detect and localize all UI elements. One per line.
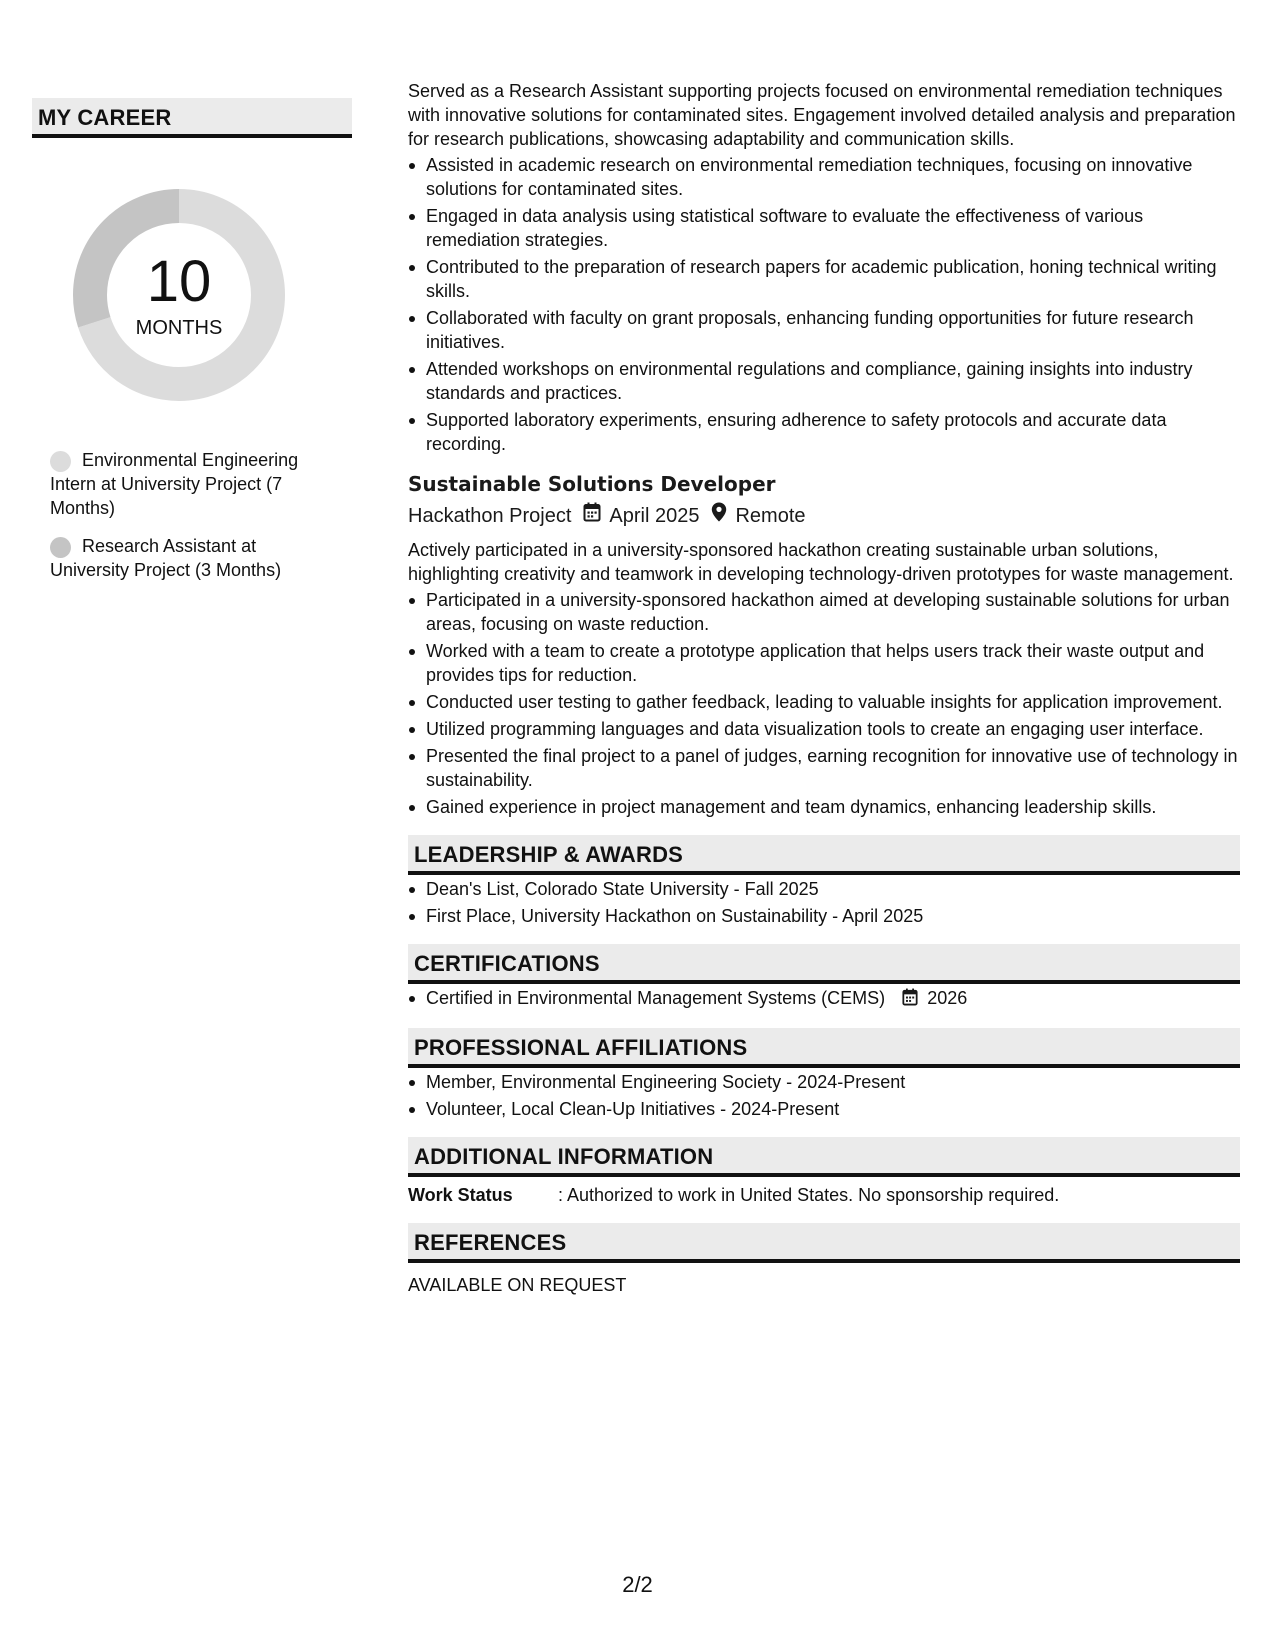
job-summary: Actively participated in a university-sponsored hackathon creating sustainable urban solutions, highlighting creativity and teamwork in developing technology-driven prototypes for waste management. [408, 540, 1234, 584]
references-text: AVAILABLE ON REQUEST [408, 1275, 627, 1295]
list-item: Assisted in academic research on environmental remediation techniques, focusing on innovative solutions for contaminated sites. [408, 153, 1240, 201]
list-item: Participated in a university-sponsored hackathon aimed at developing sustainable solutions for urban areas, focusing on waste reduction. [408, 588, 1240, 636]
certifications-list [408, 986, 1240, 1012]
job-location: Remote [735, 505, 806, 527]
main-column [408, 79, 1240, 1297]
work-status-row [408, 1183, 1240, 1207]
job-bullets [408, 153, 1240, 456]
references-heading: REFERENCES [408, 1223, 1240, 1263]
work-status-label: Work Status [408, 1185, 513, 1205]
affiliations-list [408, 1070, 1240, 1121]
legend-label: Environmental Engineering Intern at University Project (7 Months) [50, 450, 299, 518]
list-item: Engaged in data analysis using statistical software to evaluate the effectiveness of various remediation strategies. [408, 204, 1240, 252]
job-org: Hackathon Project [408, 505, 572, 527]
list-item: Gained experience in project management and team dynamics, enhancing leadership skills. [408, 795, 1240, 819]
job-meta [408, 502, 1240, 530]
certification-name: Certified in Environmental Management Systems (CEMS) [426, 988, 886, 1008]
career-heading: MY CAREER [32, 98, 352, 138]
list-item: Conducted user testing to gather feedback, leading to valuable insights for application improvement. [408, 690, 1240, 714]
donut-legend [50, 448, 320, 582]
legend-item [50, 534, 320, 582]
list-item: Worked with a team to create a prototype application that helps users track their waste output and provides tips for reduction. [408, 639, 1240, 687]
job-summary: Served as a Research Assistant supporting projects focused on environmental remediation techniques with innovative solutions for contaminated sites. Engagement involved detailed analysis and preparation for research publications, showcasing adaptability and communication skills. [408, 81, 1236, 149]
list-item: Contributed to the preparation of research papers for academic publication, honing technical writing skills. [408, 255, 1240, 303]
donut-total-value: 10 [146, 249, 212, 314]
career-donut-chart [64, 180, 294, 410]
additional-info-heading: ADDITIONAL INFORMATION [408, 1137, 1240, 1177]
list-item: Dean's List, Colorado State University - Fall 2025 [408, 877, 1240, 901]
legend-item [50, 448, 320, 520]
certifications-heading: CERTIFICATIONS [408, 944, 1240, 984]
list-item: First Place, University Hackathon on Sustainability - April 2025 [408, 904, 1240, 928]
list-item: Attended workshops on environmental regulations and compliance, gaining insights into industry standards and practices. [408, 357, 1240, 405]
awards-list [408, 877, 1240, 928]
donut-total-unit: MONTHS [135, 317, 223, 339]
donut-center [64, 180, 294, 410]
certification-year: 2026 [927, 988, 968, 1008]
map-pin-icon [711, 502, 727, 530]
list-item: Volunteer, Local Clean-Up Initiatives - 2024-Present [408, 1097, 1240, 1121]
affiliations-heading: PROFESSIONAL AFFILIATIONS [408, 1028, 1240, 1068]
legend-dot [50, 451, 71, 472]
awards-heading: LEADERSHIP & AWARDS [408, 835, 1240, 875]
legend-dot [50, 537, 71, 558]
job-title: Sustainable Solutions Developer [408, 472, 776, 496]
sidebar [32, 98, 352, 596]
calendar-icon [583, 502, 601, 530]
job-date: April 2025 [609, 505, 700, 527]
work-status-value: : Authorized to work in United States. No sponsorship required. [558, 1185, 1060, 1205]
list-item: Presented the final project to a panel of judges, earning recognition for innovative use of technology in sustainability. [408, 744, 1240, 792]
list-item [408, 986, 1240, 1012]
list-item: Supported laboratory experiments, ensuring adherence to safety protocols and accurate data recording. [408, 408, 1240, 456]
list-item: Collaborated with faculty on grant proposals, enhancing funding opportunities for future research initiatives. [408, 306, 1240, 354]
calendar-icon [902, 988, 918, 1012]
list-item: Utilized programming languages and data visualization tools to create an engaging user interface. [408, 717, 1240, 741]
legend-label: Research Assistant at University Project (3 Months) [50, 536, 282, 580]
page-number: 2/2 [622, 1572, 653, 1597]
list-item: Member, Environmental Engineering Society - 2024-Present [408, 1070, 1240, 1094]
job-bullets [408, 588, 1240, 819]
